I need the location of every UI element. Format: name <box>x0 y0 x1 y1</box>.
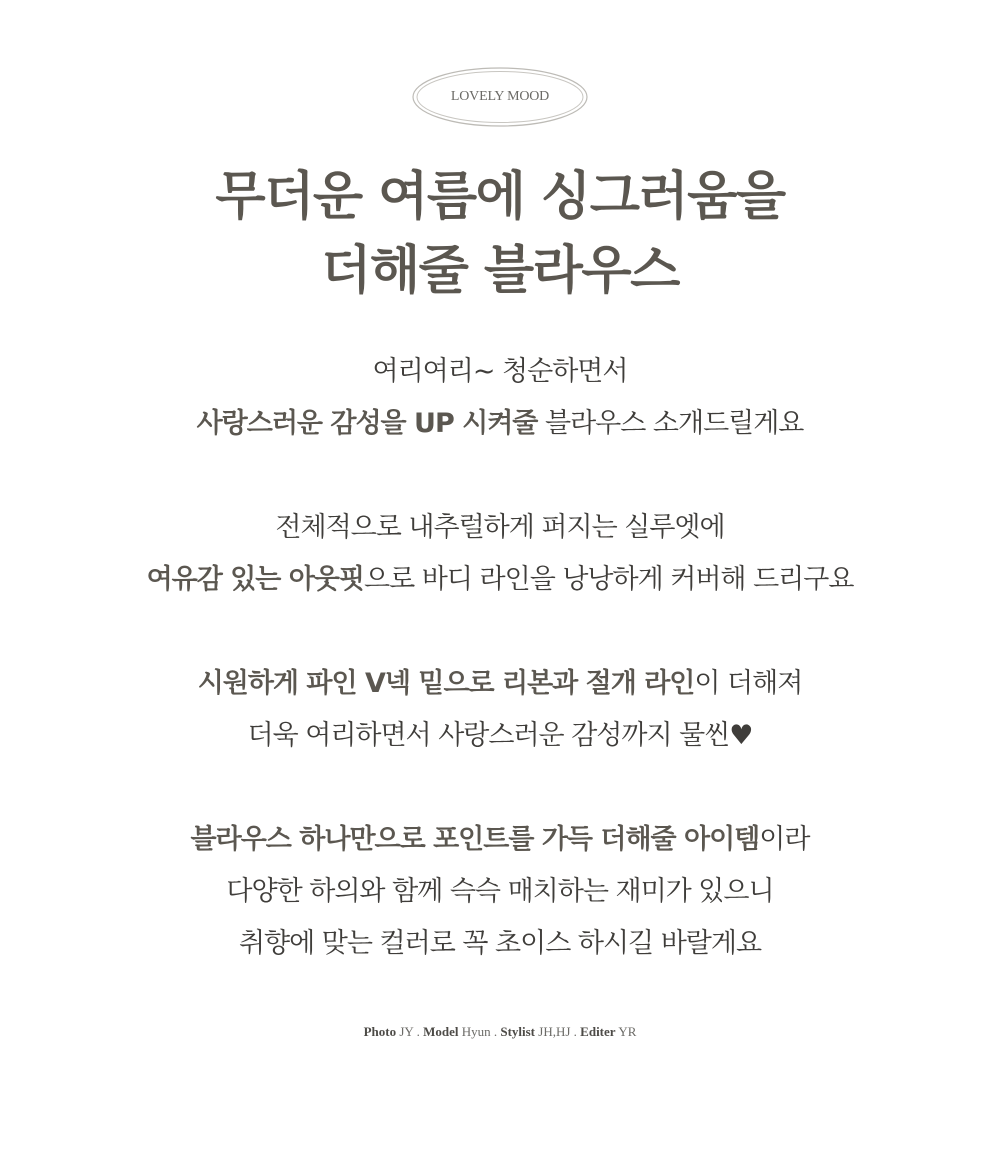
body-text-segment: 다양한 하의와 함께 슥슥 매치하는 재미가 있으니 <box>226 876 774 907</box>
emphasis-text: 여유감 있는 아웃핏 <box>146 564 365 595</box>
body-line <box>0 554 1000 606</box>
body-line <box>0 658 1000 710</box>
credit-separator: . <box>570 1024 581 1039</box>
body-line <box>0 502 1000 554</box>
body-text-segment: 블라우스 소개드릴게요 <box>537 408 804 439</box>
body-text-segment: 더욱 여리하면서 사랑스러운 감성까지 물씬♥ <box>247 720 753 751</box>
headline-line-2: 더해줄 블라우스 <box>321 241 679 301</box>
headline <box>0 160 1000 308</box>
body-line <box>0 814 1000 866</box>
credit-value: Hyun <box>461 1024 491 1039</box>
description-body <box>0 346 1000 970</box>
body-text-segment: 취향에 맞는 컬러로 꼭 초이스 하시길 바랄게요 <box>238 928 762 959</box>
mood-badge <box>411 66 589 128</box>
body-line <box>0 710 1000 762</box>
body-text-segment: 으로 바디 라인을 낭낭하게 커버해 드리구요 <box>364 564 854 595</box>
paragraph-gap <box>0 450 1000 502</box>
credit-value: YR <box>618 1024 637 1039</box>
credit-label: Model <box>423 1024 459 1039</box>
headline-line-1: 무더운 여름에 싱그러움을 <box>215 167 785 227</box>
credit-separator: . <box>413 1024 424 1039</box>
body-line <box>0 866 1000 918</box>
credit-label: Editer <box>580 1024 616 1039</box>
credit-label: Photo <box>363 1024 397 1039</box>
badge-label: LOVELY MOOD <box>450 89 550 104</box>
credit-separator: . <box>490 1024 501 1039</box>
body-line <box>0 918 1000 970</box>
photo-credits <box>0 1024 1000 1040</box>
emphasis-text: 사랑스러운 감성을 UP 시켜줄 <box>196 408 538 439</box>
body-line <box>0 398 1000 450</box>
paragraph-gap <box>0 762 1000 814</box>
paragraph-gap <box>0 606 1000 658</box>
body-line <box>0 346 1000 398</box>
emphasis-text: 블라우스 하나만으로 포인트를 가득 더해줄 아이템 <box>190 824 760 855</box>
emphasis-text: 시원하게 파인 V넥 밑으로 리본과 절개 라인 <box>197 668 695 699</box>
credit-value: JY <box>399 1024 414 1039</box>
credit-value: JH,HJ <box>538 1024 571 1039</box>
body-text-segment: 이라 <box>759 824 810 855</box>
credit-label: Stylist <box>500 1024 536 1039</box>
body-text-segment: 여리여리~ 청순하면서 <box>372 356 628 387</box>
body-text-segment: 이 더해져 <box>694 668 803 699</box>
body-text-segment: 전체적으로 내추럴하게 퍼지는 실루엣에 <box>275 512 725 543</box>
